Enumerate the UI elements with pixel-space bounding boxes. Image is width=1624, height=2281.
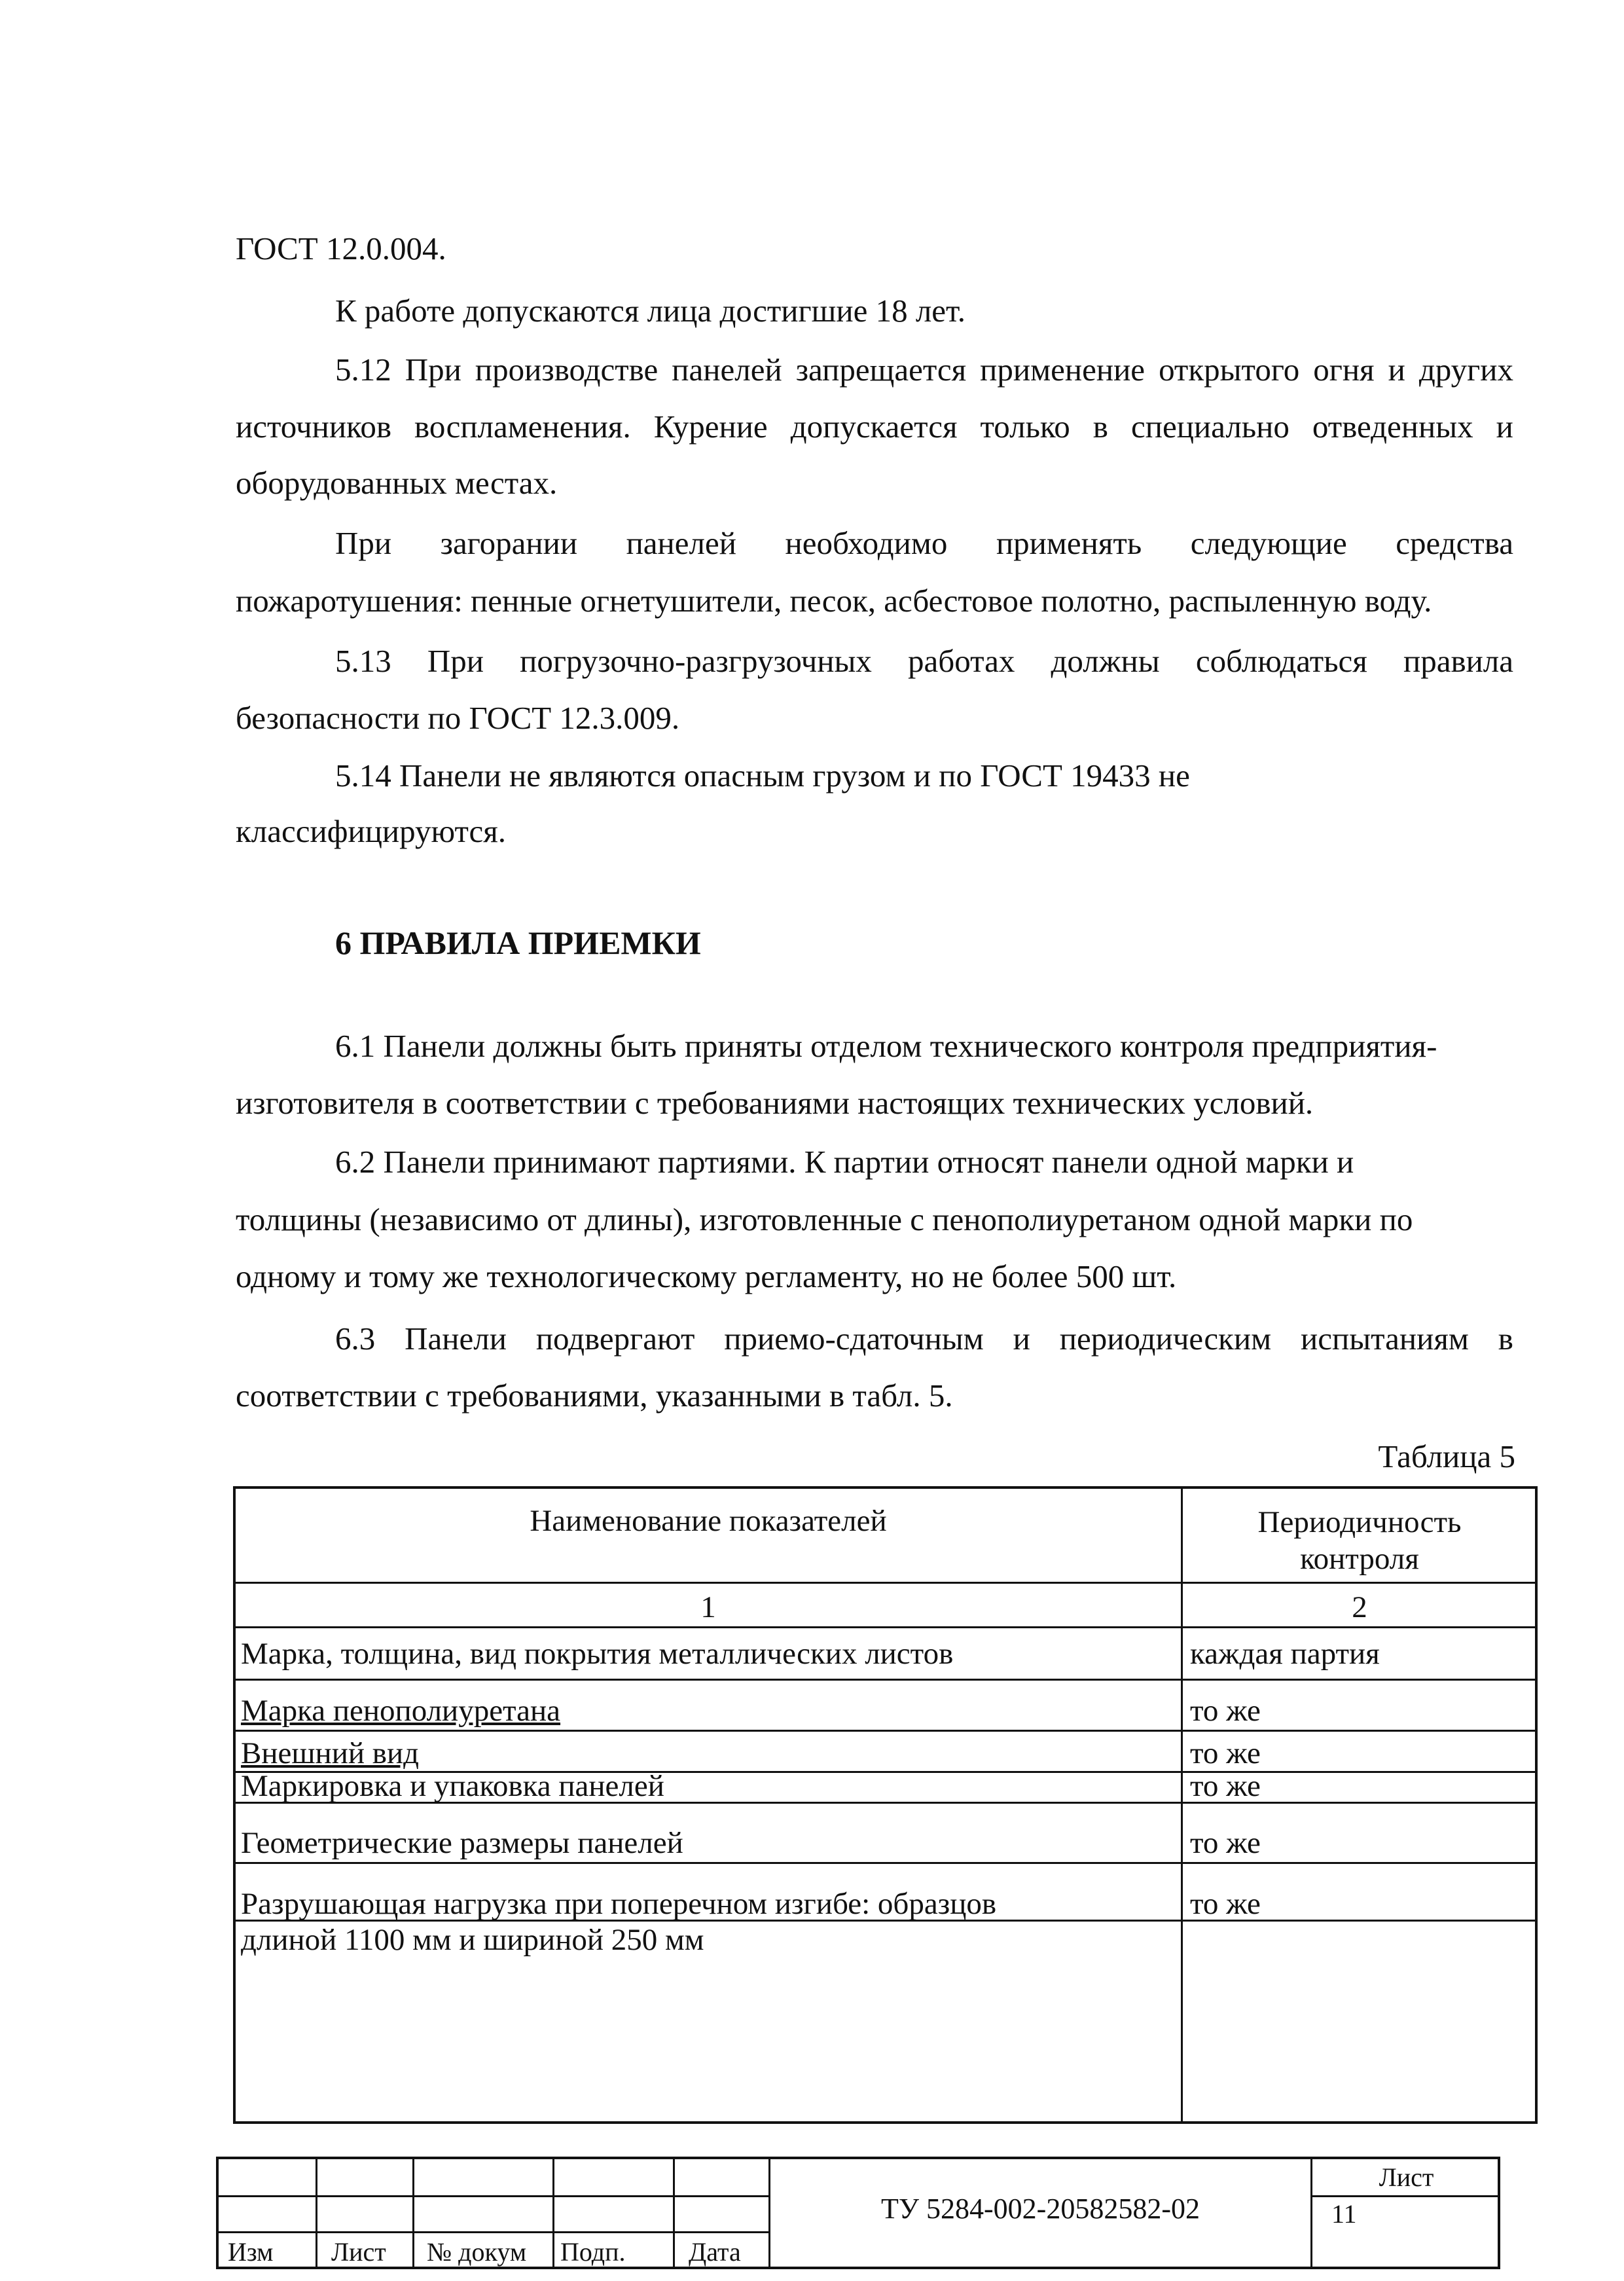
table-number-divider <box>236 1626 1535 1628</box>
table-header-name: Наименование показателей <box>530 1504 887 1538</box>
table-row-divider <box>236 1862 1535 1864</box>
table-cell-name: Марка, толщина, вид покрытия металлических листов <box>241 1637 954 1671</box>
table-header-divider <box>236 1582 1535 1584</box>
paragraph-fire-line1 <box>335 524 1513 563</box>
paragraph-6-3-line1 <box>335 1319 1513 1359</box>
paragraph-fire-line2: пожаротушения: пенные огнетушители, песок, асбестовое полотно, распыленную воду. <box>236 583 1432 619</box>
paragraph-6-1-line1: 6.1 Панели должны быть приняты отделом технического контроля предприятия- <box>335 1028 1437 1064</box>
stamp-label-list: Лист <box>331 2237 386 2267</box>
word: и <box>1013 1321 1030 1357</box>
stamp-divider <box>552 2159 554 2267</box>
word: 6.3 <box>335 1321 376 1357</box>
word: в <box>1498 1321 1513 1357</box>
stamp-divider <box>673 2159 675 2267</box>
word: Курение <box>653 409 768 445</box>
word: воспламенения. <box>414 409 631 445</box>
table-cell-name: Марка пенополиуретана <box>241 1694 561 1728</box>
word: При <box>427 643 484 679</box>
stamp-sheet-number: 11 <box>1331 2199 1357 2229</box>
stamp-label-date: Дата <box>689 2237 741 2267</box>
paragraph-age-requirement: К работе допускаются лица достигшие 18 лет. <box>335 293 966 329</box>
word: источников <box>236 409 392 445</box>
word: соблюдаться <box>1195 643 1367 679</box>
stamp-divider <box>316 2159 317 2267</box>
word: в <box>1092 409 1108 445</box>
word: производстве <box>475 352 659 388</box>
word: приемо-сдаточным <box>724 1321 984 1357</box>
word: 5.13 <box>335 643 391 679</box>
word: только <box>980 409 1070 445</box>
paragraph-6-2-line2: толщины (независимо от длины), изготовленные с пенополиуретаном одной марки по <box>236 1201 1413 1237</box>
paragraph-5-14-line1: 5.14 Панели не являются опасным грузом и по ГОСТ 19433 не <box>335 757 1190 794</box>
word: Панели <box>405 1321 507 1357</box>
paragraph-5-12-line1 <box>335 350 1513 390</box>
table-column-number: 1 <box>700 1590 716 1624</box>
table-cell-frequency: то же <box>1190 1887 1261 1921</box>
word: 5.12 <box>335 352 391 388</box>
word: других <box>1418 352 1513 388</box>
table-cell-name: Геометрические размеры панелей <box>241 1826 683 1860</box>
stamp-label-doc-number: № докум <box>427 2237 527 2267</box>
table-cell-name: Маркировка и упаковка панелей <box>241 1769 664 1803</box>
word: правила <box>1403 643 1513 679</box>
paragraph-5-12-line3: оборудованных местах. <box>236 465 558 501</box>
word: и <box>1496 409 1513 445</box>
word: При <box>405 352 461 388</box>
word: подвергают <box>535 1321 695 1357</box>
word: работах <box>908 643 1015 679</box>
table-header-frequency-line2: контроля <box>1300 1542 1419 1576</box>
word: загорании <box>440 525 578 561</box>
table-cell-frequency: каждая партия <box>1190 1637 1380 1671</box>
paragraph-5-14-line2: классифицируются. <box>236 813 507 849</box>
table-header-frequency: Периодичность <box>1257 1505 1462 1539</box>
word: специально <box>1130 409 1290 445</box>
stamp-divider <box>1310 2195 1500 2197</box>
table-row-divider <box>236 1679 1535 1681</box>
stamp-divider <box>412 2159 414 2267</box>
document-designation: ТУ 5284-002-20582582-02 <box>881 2193 1200 2225</box>
word: панелей <box>626 525 736 561</box>
word: необходимо <box>785 525 948 561</box>
table-cell-frequency: то же <box>1190 1769 1261 1803</box>
table-5 <box>233 1486 1538 2124</box>
table-cell-name: Внешний вид <box>241 1736 420 1770</box>
word: запрещается <box>795 352 967 388</box>
paragraph-6-1-line2: изготовителя в соответствии с требованиями настоящих технических условий. <box>236 1085 1314 1121</box>
word: допускается <box>790 409 958 445</box>
word: и <box>1388 352 1405 388</box>
word: применение <box>980 352 1146 388</box>
stamp-divider <box>219 2231 768 2233</box>
word: При <box>335 525 392 561</box>
table-cell-frequency: то же <box>1190 1736 1261 1770</box>
table-cell-frequency: то же <box>1190 1694 1261 1728</box>
word: должны <box>1051 643 1160 679</box>
word: периодическим <box>1059 1321 1272 1357</box>
word: панелей <box>672 352 782 388</box>
word: погрузочно-разгрузочных <box>520 643 872 679</box>
paragraph-gost-ref: ГОСТ 12.0.004. <box>236 230 446 266</box>
table-column-number: 2 <box>1352 1590 1367 1624</box>
word: испытаниям <box>1301 1321 1469 1357</box>
stamp-label-izm: Изм <box>228 2237 274 2267</box>
paragraph-5-13-line2: безопасности по ГОСТ 12.3.009. <box>236 700 680 736</box>
stamp-label-signature: Подп. <box>560 2237 626 2267</box>
word: средства <box>1396 525 1513 561</box>
word: отведенных <box>1312 409 1473 445</box>
table-cell-name: Разрушающая нагрузка при поперечном изгибе: образцов <box>241 1887 997 1921</box>
word: огня <box>1313 352 1375 388</box>
title-block-stamp <box>216 2157 1500 2269</box>
stamp-sheet-label: Лист <box>1379 2162 1434 2192</box>
section-6-heading: 6 ПРАВИЛА ПРИЕМКИ <box>335 924 701 961</box>
table-caption: Таблица 5 <box>1378 1438 1515 1474</box>
paragraph-6-3-line2: соответствии с требованиями, указанными в табл. 5. <box>236 1378 953 1414</box>
paragraph-6-2-line1: 6.2 Панели принимают партиями. К партии относят панели одной марки и <box>335 1144 1354 1180</box>
word: открытого <box>1159 352 1300 388</box>
paragraph-6-2-line3: одному и тому же технологическому регламенту, но не более 500 шт. <box>236 1258 1177 1294</box>
table-cell-name-line2: длиной 1100 мм и шириной 250 мм <box>241 1923 704 1957</box>
paragraph-5-12-line2 <box>236 407 1513 447</box>
table-cell-frequency: то же <box>1190 1826 1261 1860</box>
paragraph-5-13-line1 <box>335 642 1513 681</box>
word: следующие <box>1190 525 1347 561</box>
table-row-divider <box>236 1730 1535 1732</box>
stamp-divider <box>219 2195 768 2197</box>
word: применять <box>996 525 1142 561</box>
